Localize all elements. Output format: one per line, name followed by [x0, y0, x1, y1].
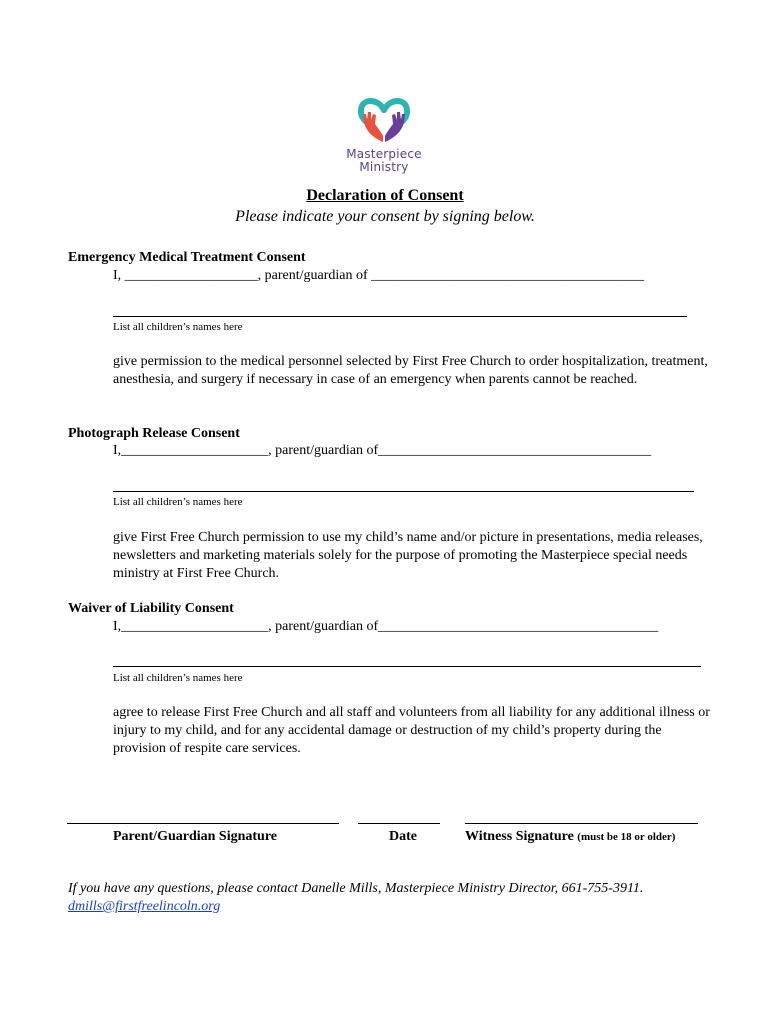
date-label: Date [389, 829, 417, 844]
parent-signature-line[interactable] [67, 823, 339, 824]
section-heading-liability: Waiver of Liability Consent [68, 601, 234, 616]
parent-signature-label: Parent/Guardian Signature [113, 829, 278, 844]
witness-label-text: Witness Signature [465, 829, 574, 844]
section-text-liability: agree to release First Free Church and all staff and volunteers from all liability for any additional illness or injury to my child, and for any accidental damage or destruction of my child’s property during the provision of respite care services. [113, 705, 710, 756]
contact-info [68, 880, 728, 916]
children-names-line-medical[interactable] [113, 316, 687, 317]
section-heading-medical: Emergency Medical Treatment Consent [68, 250, 306, 265]
logo-line-1: Masterpiece [346, 147, 422, 161]
masterpiece-ministry-logo [334, 96, 434, 182]
witness-signature-label [465, 829, 675, 845]
parent-guardian-line-medical[interactable]: I, ___________________, parent/guardian of _______________________________________ [113, 268, 645, 283]
parent-guardian-line-photo[interactable]: I,_____________________, parent/guardian of_______________________________________ [113, 443, 652, 458]
parent-guardian-line-liability[interactable]: I,_____________________, parent/guardian of________________________________________ [113, 619, 659, 634]
section-text-medical: give permission to the medical personnel selected by First Free Church to order hospitalization, treatment, anesthesia, and surgery if necessary in case of an emergency when parents cannot be reached. [113, 354, 708, 387]
contact-email-link[interactable]: dmills@firstfreelincoln.org [68, 899, 221, 914]
contact-text: If you have any questions, please contact Danelle Mills, Masterpiece Ministry Director, 661-755-3911. [68, 881, 644, 896]
children-names-hint: List all children’s names here [113, 672, 243, 684]
children-names-line-liability[interactable] [113, 666, 701, 667]
children-names-hint: List all children’s names here [113, 496, 243, 508]
logo-text [334, 148, 434, 174]
section-text-photo: give First Free Church permission to use my child’s name and/or picture in presentations, media releases, newsletters and marketing materials solely for the purpose of promoting the Masterpiece special needs ministry at First Free Church. [113, 530, 703, 581]
witness-age-note: (must be 18 or older) [577, 831, 676, 843]
page-title: Declaration of Consent [306, 187, 464, 204]
witness-signature-line[interactable] [465, 823, 698, 824]
logo-line-2: Ministry [359, 160, 409, 174]
children-names-line-photo[interactable] [113, 491, 694, 492]
children-names-hint: List all children’s names here [113, 321, 243, 333]
page-subtitle: Please indicate your consent by signing below. [235, 208, 535, 225]
heart-hands-icon [354, 96, 414, 148]
date-line[interactable] [358, 823, 440, 824]
section-heading-photo: Photograph Release Consent [68, 426, 240, 441]
